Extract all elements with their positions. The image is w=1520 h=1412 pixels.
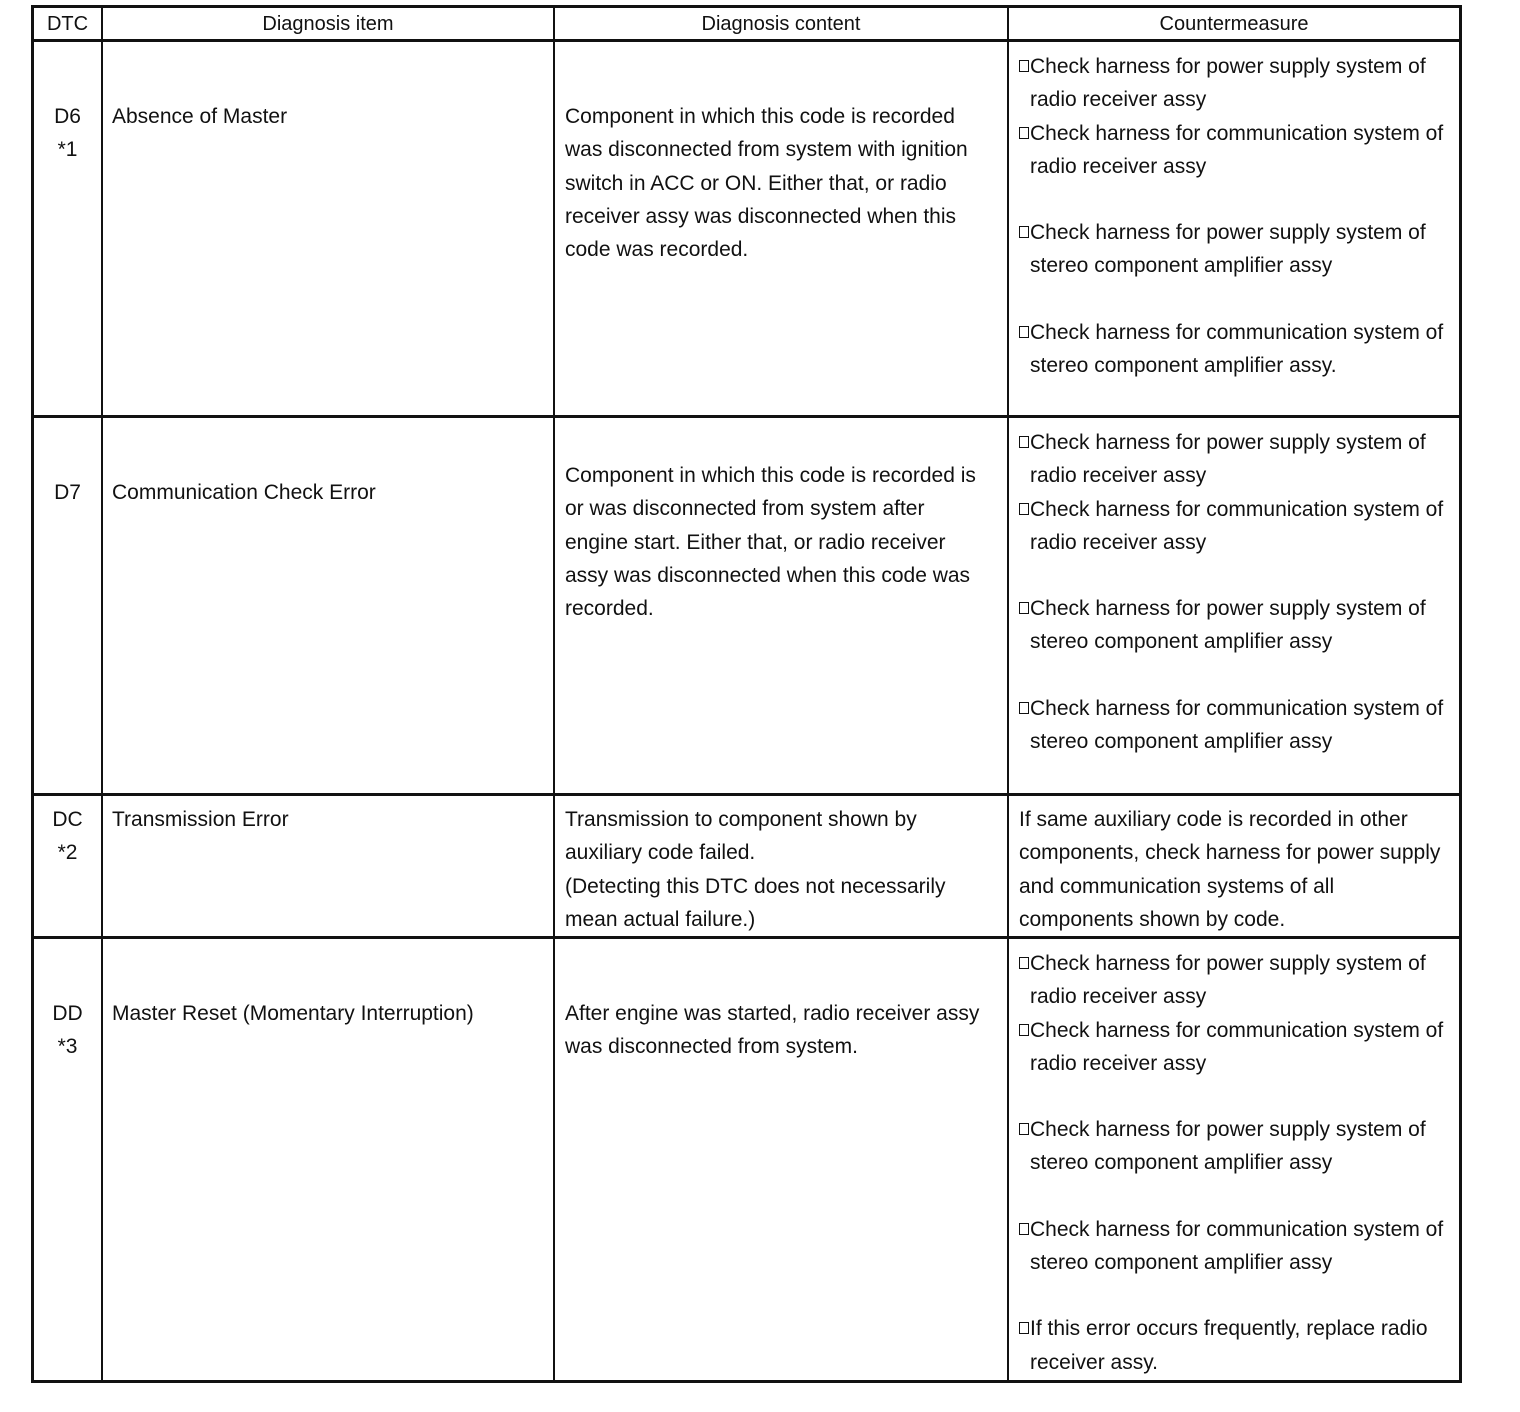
dtc-cell	[34, 796, 103, 936]
dtc-cell	[34, 939, 103, 1380]
checkbox-icon	[1019, 1123, 1029, 1135]
dtc-code: D7	[54, 481, 81, 504]
dtc-code: DD	[52, 1002, 83, 1025]
countermeasure-item: Check harness for power supply system of radio receiver assy	[1019, 426, 1451, 493]
countermeasure-item: Check harness for communication system of radio receiver assy	[1019, 493, 1451, 560]
countermeasure-item: Check harness for power supply system of stereo component amplifier assy	[1019, 216, 1451, 283]
diagnosis-item: Master Reset (Momentary Interruption)	[103, 939, 555, 1380]
diagnosis-item: Communication Check Error	[103, 418, 555, 793]
countermeasure-item: If this error occurs frequently, replace radio receiver assy.	[1019, 1312, 1451, 1379]
checkbox-icon	[1019, 1024, 1029, 1036]
dtc-cell	[34, 42, 103, 415]
countermeasure-item: Check harness for power supply system of stereo component amplifier assy	[1019, 1113, 1451, 1180]
checkbox-icon	[1019, 1223, 1029, 1235]
countermeasure-item: Check harness for communication system of radio receiver assy	[1019, 1014, 1451, 1081]
countermeasure-item: Check harness for power supply system of radio receiver assy	[1019, 50, 1451, 117]
diagnosis-content: Component in which this code is recorded was disconnected from system with ignition switch in ACC or ON. Either that, or radio receiver assy was disconnected when this code was recorded.	[555, 42, 1009, 415]
checkbox-icon	[1019, 602, 1029, 614]
diagnosis-content-note: (Detecting this DTC does not necessarily mean actual failure.)	[565, 874, 946, 931]
checkbox-icon	[1019, 957, 1029, 969]
diagnosis-item: Absence of Master	[103, 42, 555, 415]
table-row	[31, 418, 1462, 796]
diagnosis-content: After engine was started, radio receiver assy was disconnected from system.	[555, 939, 1009, 1380]
header-diagnosis-item: Diagnosis item	[103, 8, 555, 39]
diagnosis-content: Component in which this code is recorded is or was disconnected from system after engine start. Either that, or radio receiver assy was disconnected when this code was recorded.	[555, 418, 1009, 793]
dtc-code: D6	[54, 105, 81, 128]
diagnosis-content-cell	[555, 796, 1009, 936]
diagnosis-content: Transmission to component shown by auxiliary code failed.	[565, 808, 917, 865]
dtc-cell	[34, 418, 103, 793]
countermeasure-item: Check harness for communication system of radio receiver assy	[1019, 117, 1451, 184]
checkbox-icon	[1019, 60, 1029, 72]
countermeasure-text: If same auxiliary code is recorded in other components, check harness for power supply and communication systems of all components shown by code.	[1019, 808, 1441, 931]
countermeasure-item: Check harness for power supply system of radio receiver assy	[1019, 947, 1451, 1014]
checkbox-icon	[1019, 127, 1029, 139]
table-row	[31, 796, 1462, 939]
countermeasure-cell	[1009, 418, 1459, 793]
diagnosis-table	[31, 5, 1462, 1383]
diagnosis-item: Transmission Error	[103, 796, 555, 936]
checkbox-icon	[1019, 226, 1029, 238]
countermeasure-item: Check harness for power supply system of stereo component amplifier assy	[1019, 592, 1451, 659]
table-row	[31, 42, 1462, 418]
dtc-code: DC	[52, 808, 83, 831]
countermeasure-item: Check harness for communication system of stereo component amplifier assy.	[1019, 316, 1451, 383]
checkbox-icon	[1019, 503, 1029, 515]
dtc-note: *2	[57, 841, 78, 865]
checkbox-icon	[1019, 1322, 1029, 1334]
header-countermeasure: Countermeasure	[1159, 13, 1309, 35]
header-dtc: DTC	[34, 8, 103, 39]
countermeasure-item: Check harness for communication system of stereo component amplifier assy	[1019, 1213, 1451, 1280]
header-diagnosis-content: Diagnosis content	[555, 8, 1009, 39]
countermeasure-item: Check harness for communication system of stereo component amplifier assy	[1019, 692, 1451, 759]
table-header-row	[31, 5, 1462, 42]
checkbox-icon	[1019, 326, 1029, 338]
checkbox-icon	[1019, 702, 1029, 714]
dtc-note: *3	[57, 1035, 78, 1059]
countermeasure-cell	[1009, 42, 1459, 415]
countermeasure-cell	[1009, 939, 1459, 1380]
dtc-note: *1	[57, 138, 78, 162]
table-row	[31, 939, 1462, 1383]
checkbox-icon	[1019, 436, 1029, 448]
